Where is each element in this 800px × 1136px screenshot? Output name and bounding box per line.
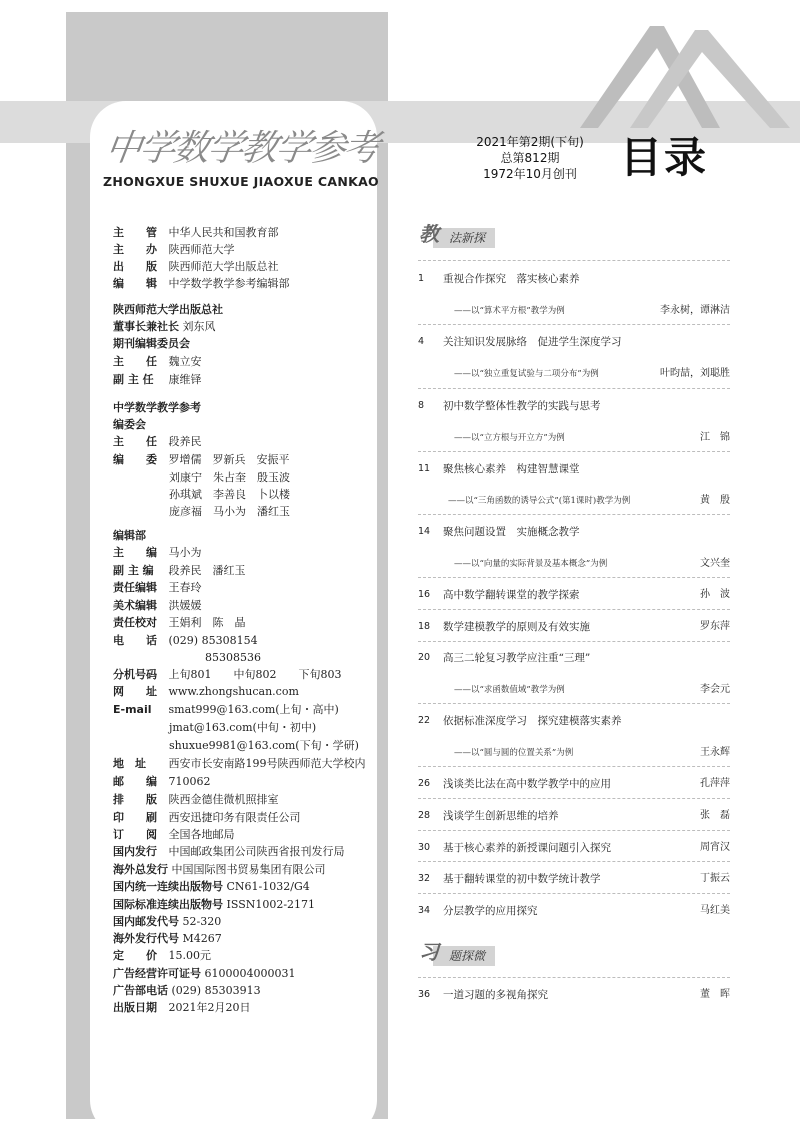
info-row: 海外总发行 中国国际图书贸易集团有限公司	[113, 863, 326, 876]
toc-title: 数学建模教学的原则及有效实施	[443, 621, 590, 633]
info-row: 编 辑 中学数学教学参考编辑部	[113, 277, 290, 290]
info-row: 董事长兼社长 刘东风	[113, 320, 216, 333]
toc-page: 8	[418, 400, 425, 411]
info-row: 副 主 编 段养民 潘红玉	[113, 564, 246, 577]
info-row: 出版日期 2021年2月20日	[113, 1001, 251, 1014]
section-char: 习	[419, 940, 439, 964]
toc-subtitle: ——以“算术平方根”教学为例	[454, 306, 565, 316]
toc-subline	[418, 491, 730, 511]
toc-page: 32	[418, 873, 431, 884]
info-row: 地 址 西安市长安南路199号陕西师范大学校内	[113, 757, 366, 770]
toc-author: 孙 波	[700, 589, 730, 600]
toc-title: 关注知识发展脉络 促进学生深度学习	[443, 336, 622, 348]
toc-author: 张 磊	[700, 810, 730, 821]
issue-line: 总第812期	[500, 151, 560, 165]
info-row: 网 址 www.zhongshucan.com	[113, 685, 299, 698]
toc-entry[interactable]	[418, 617, 730, 637]
toc-entry[interactable]	[418, 901, 730, 921]
section-label: 法新探	[433, 228, 495, 248]
toc-title: 重视合作探究 落实核心素养	[443, 273, 580, 285]
divider	[418, 977, 730, 978]
toc-author: 黄 殷	[700, 495, 730, 506]
toc-subline	[418, 554, 730, 574]
toc-page: 1	[418, 273, 425, 284]
info-row: 美术编辑 洪媛媛	[113, 599, 202, 612]
toc-author: 李永树，谭淋洁	[660, 305, 730, 316]
toc-subline	[418, 743, 730, 763]
toc-entry[interactable]	[418, 711, 730, 731]
toc-page: 14	[418, 526, 431, 537]
section-label: 题探微	[433, 946, 495, 966]
info-row: 责任校对 王娟利 陈 晶	[113, 616, 246, 629]
info-row: 海外发行代号 M4267	[113, 932, 222, 945]
section-char: 教	[419, 222, 439, 246]
toc-entry[interactable]	[418, 838, 730, 858]
roof-decoration	[560, 18, 800, 128]
editor-names: 刘康宁 朱占奎 殷玉波	[169, 471, 290, 484]
toc-title: 浅谈学生创新思维的培养	[443, 810, 559, 822]
toc-page: 20	[418, 652, 431, 663]
toc-title: 高三二轮复习教学应注重“三理”	[443, 652, 591, 664]
editor-names: 庞彦福 马小为 潘红玉	[169, 505, 290, 518]
toc-title: 高中数学翻转课堂的教学探索	[443, 589, 580, 601]
toc-entry[interactable]	[418, 396, 730, 416]
toc-subline	[418, 428, 730, 448]
info-row: 印 刷 西安迅捷印务有限责任公司	[113, 811, 301, 824]
toc-entry[interactable]	[418, 806, 730, 826]
toc-subtitle: ——以“立方根与开立方”为例	[454, 433, 565, 443]
info-row: 分机号码 上旬801 中旬802 下旬803	[113, 668, 342, 681]
toc-author: 江 锦	[700, 432, 730, 443]
toc-author: 孔萍萍	[700, 778, 730, 789]
divider	[418, 451, 730, 452]
info-row: 国际标准连续出版物号 ISSN1002-2171	[113, 898, 316, 911]
toc-author: 马红美	[700, 905, 730, 916]
toc-page: 18	[418, 621, 431, 632]
toc-subline	[418, 301, 730, 321]
journal-logo: 中学数学教学参考	[102, 128, 381, 169]
toc-entry[interactable]	[418, 522, 730, 542]
toc-page: 28	[418, 810, 431, 821]
issue-line: 1972年10月创刊	[483, 167, 577, 181]
journal-english-name: ZHONGXUE SHUXUE JIAOXUE CANKAO	[103, 174, 379, 189]
toc-page: 26	[418, 778, 431, 789]
toc-entry[interactable]	[418, 269, 730, 289]
editorial-department: 编辑部	[113, 529, 146, 542]
issue-info	[470, 134, 590, 182]
divider	[418, 388, 730, 389]
toc-page: 30	[418, 842, 431, 853]
info-row: 主 编 马小为	[113, 546, 202, 559]
info-row: 主 办 陕西师范大学	[113, 243, 235, 256]
toc-subtitle: ——以“三角函数的诱导公式”(第1课时)教学为例	[448, 496, 631, 506]
toc-title: 一道习题的多视角探究	[443, 989, 548, 1001]
divider	[418, 577, 730, 578]
toc-page: 16	[418, 589, 431, 600]
toc-page: 4	[418, 336, 425, 347]
info-row: 国内邮发代号 52-320	[113, 915, 222, 928]
toc-page: 22	[418, 715, 431, 726]
press-name: 陕西师范大学出版总社	[113, 303, 223, 316]
toc-title: 依据标准深度学习 探究建模落实素养	[443, 715, 622, 727]
toc-page: 11	[418, 463, 431, 474]
toc-title: 基于核心素养的新授课问题引入探究	[443, 842, 611, 854]
info-row: 订 阅 全国各地邮局	[113, 828, 235, 841]
divider	[418, 766, 730, 767]
divider	[418, 798, 730, 799]
info-row: 副 主 任 康维铎	[113, 373, 202, 386]
toc-author: 叶昀喆，刘聪胜	[660, 368, 730, 379]
toc-title: 浅谈类比法在高中数学教学中的应用	[443, 778, 611, 790]
page-title: 目录	[620, 133, 709, 182]
toc-title: 聚焦问题设置 实施概念教学	[443, 526, 580, 538]
toc-entry[interactable]	[418, 774, 730, 794]
email-address: jmat@163.com(中旬・初中)	[169, 721, 317, 734]
toc-title: 基于翻转课堂的初中数学统计教学	[443, 873, 601, 885]
toc-subline	[418, 364, 730, 384]
info-row: E-mail smat999@163.com(上旬・高中)	[113, 703, 339, 716]
committee-title: 期刊编辑委员会	[113, 337, 190, 350]
toc-subtitle: ——以“圆与圆的位置关系”为例	[454, 748, 574, 758]
divider	[418, 861, 730, 862]
toc-subtitle: ——以“独立重复试验与二项分布”为例	[454, 369, 599, 379]
toc-author: 文兴奎	[700, 558, 730, 569]
phone-number: 85308536	[205, 651, 261, 664]
toc-page: 34	[418, 905, 431, 916]
toc-subtitle: ——以“向量的实际背景及基本概念”为例	[454, 559, 608, 569]
toc-entry[interactable]	[418, 585, 730, 605]
toc-entry[interactable]	[418, 648, 730, 668]
toc-title: 聚焦核心素养 构建智慧课堂	[443, 463, 580, 475]
info-row: 主 管 中华人民共和国教育部	[113, 226, 279, 239]
info-row: 主 任 段养民	[113, 435, 202, 448]
info-row: 定 价 15.00元	[113, 949, 211, 962]
toc-title: 分层教学的应用探究	[443, 905, 538, 917]
info-row: 出 版 陕西师范大学出版总社	[113, 260, 279, 273]
toc-author: 董 晖	[700, 989, 730, 1000]
info-row: 国内统一连续出版物号 CN61-1032/G4	[113, 880, 310, 893]
toc-entry[interactable]	[418, 869, 730, 889]
editorial-committee: 编委会	[113, 418, 146, 431]
toc-author: 罗东萍	[700, 621, 730, 632]
divider	[418, 609, 730, 610]
toc-title: 初中数学整体性教学的实践与思考	[443, 400, 601, 412]
info-row: 排 版 陕西金德佳微机照排室	[113, 793, 279, 806]
info-row: 邮 编 710062	[113, 775, 211, 788]
divider	[418, 324, 730, 325]
info-row: 广告部电话 (029) 85303913	[113, 984, 261, 997]
info-row: 编 委 罗增儒 罗新兵 安振平	[113, 453, 290, 466]
toc-entry[interactable]	[418, 985, 730, 1005]
divider	[418, 703, 730, 704]
toc-entry[interactable]	[418, 459, 730, 479]
info-row: 主 任 魏立安	[113, 355, 202, 368]
info-row: 电 话 (029) 85308154	[113, 634, 258, 647]
toc-author: 王永辉	[700, 747, 730, 758]
toc-subtitle: ——以“求函数值域”教学为例	[454, 685, 565, 695]
toc-author: 李会元	[700, 684, 730, 695]
info-row: 国内发行 中国邮政集团公司陕西省报刊发行局	[113, 845, 345, 858]
divider	[418, 514, 730, 515]
toc-author: 丁振云	[700, 873, 730, 884]
divider	[418, 641, 730, 642]
info-row: 广告经营许可证号 6100004000031	[113, 967, 296, 980]
issue-line: 2021年第2期(下旬)	[476, 135, 584, 149]
divider	[418, 893, 730, 894]
info-row: 责任编辑 王春玲	[113, 581, 202, 594]
toc-entry[interactable]	[418, 332, 730, 352]
email-address: shuxue9981@163.com(下旬・学研)	[169, 739, 359, 752]
editor-names: 孙琪斌 李善良 卜以楼	[169, 488, 290, 501]
toc-subline	[418, 680, 730, 700]
toc-page: 36	[418, 989, 431, 1000]
divider	[418, 260, 730, 261]
divider	[418, 830, 730, 831]
toc-author: 周宵汉	[700, 842, 730, 853]
journal-name: 中学数学教学参考	[113, 401, 201, 414]
